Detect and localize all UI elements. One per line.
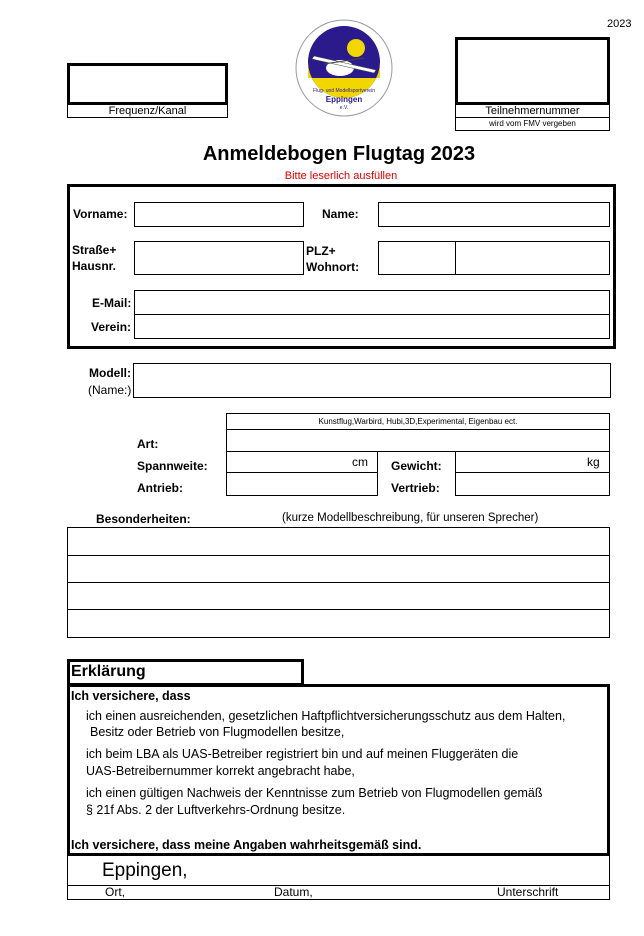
declaration-title: Erklärung: [71, 663, 146, 680]
club-logo: [294, 18, 394, 118]
email-field[interactable]: [134, 290, 610, 315]
club-label: Verein:: [91, 320, 132, 334]
last-name-label: Name:: [322, 207, 359, 221]
declaration-item3-line2: § 21f Abs. 2 der Luftverkehrs-Ordnung besitze.: [86, 803, 346, 817]
signature-label: Unterschrift: [497, 885, 559, 899]
features-label: Besonderheiten:: [96, 512, 191, 526]
page-subtitle: Bitte leserlich ausfüllen: [284, 170, 398, 182]
frequency-label: Frequenz/Kanal: [108, 105, 187, 117]
model-label-2: (Name:): [88, 383, 132, 397]
declaration-item1-line2: Besitz oder Betrieb von Flugmodellen besitze,: [90, 725, 345, 739]
participant-label: Teilnehmernummer: [485, 105, 580, 117]
email-label: E-Mail:: [92, 296, 132, 310]
span-unit: cm: [352, 455, 368, 469]
club-field[interactable]: [134, 314, 610, 339]
participant-note: wird vom FMV vergeben: [489, 119, 576, 128]
first-name-label: Vorname:: [73, 207, 128, 221]
date-label: Datum,: [274, 885, 313, 899]
features-hint: (kurze Modellbeschreibung, für unseren Sprecher): [282, 512, 539, 524]
model-label-1: Modell:: [89, 366, 131, 380]
logo-text-2: Eppingen: [325, 95, 363, 104]
span-label: Spannweite:: [137, 459, 208, 473]
weight-label: Gewicht:: [391, 459, 442, 473]
weight-unit: kg: [587, 455, 600, 469]
zip-label-2: Wohnort:: [306, 260, 360, 274]
declaration-item2-line2: UAS-Betreibernummer korrekt angebracht habe,: [86, 764, 355, 778]
participant-number-box: [455, 37, 610, 105]
model-name-field[interactable]: [133, 363, 611, 398]
street-label-2: Hausnr.: [72, 259, 117, 273]
street-label-1: Straße+: [72, 243, 117, 257]
logo-text-1: Flug- und Modellsportverein: [313, 88, 375, 94]
features-line-3[interactable]: [67, 582, 610, 610]
place-value: Eppingen,: [102, 860, 188, 881]
declaration-item3-line1: ich einen gültigen Nachweis der Kenntnisse zum Betrieb von Flugmodellen gemäß: [86, 786, 543, 800]
city-field[interactable]: [455, 241, 610, 275]
zip-field[interactable]: [378, 241, 456, 275]
last-name-field[interactable]: [378, 202, 610, 227]
page-title: Anmeldebogen Flugtag 2023: [202, 143, 476, 165]
declaration-closing: Ich versichere, dass meine Angaben wahrheitsgemäß sind.: [71, 838, 422, 852]
year-label: 2023: [607, 18, 632, 30]
features-line-2[interactable]: [67, 555, 610, 583]
features-line-1[interactable]: [67, 527, 610, 556]
type-hint: Kunstflug,Warbird, Hubi,3D,Experimental, Eigenbau ect.: [318, 417, 518, 426]
first-name-field[interactable]: [134, 202, 304, 227]
features-line-4[interactable]: [67, 609, 610, 638]
sales-field[interactable]: [455, 472, 610, 496]
zip-label-1: PLZ+: [306, 244, 336, 258]
drive-label: Antrieb:: [137, 481, 183, 495]
declaration-item2-line1: ich beim LBA als UAS-Betreiber registriert bin und auf meinen Fluggeräten die: [86, 747, 519, 761]
drive-field[interactable]: [226, 472, 378, 496]
place-label: Ort,: [105, 885, 125, 899]
street-field[interactable]: [134, 241, 304, 275]
declaration-item1-line1: ich einen ausreichenden, gesetzlichen Haftpflichtversicherungsschutz aus dem Halten,: [86, 709, 566, 723]
sales-label: Vertrieb:: [391, 481, 440, 495]
type-field[interactable]: [226, 429, 610, 452]
logo-text-3: e.V.: [339, 105, 349, 111]
declaration-intro: Ich versichere, dass: [71, 689, 191, 703]
frequency-input[interactable]: [67, 63, 228, 105]
type-label: Art:: [137, 437, 159, 451]
